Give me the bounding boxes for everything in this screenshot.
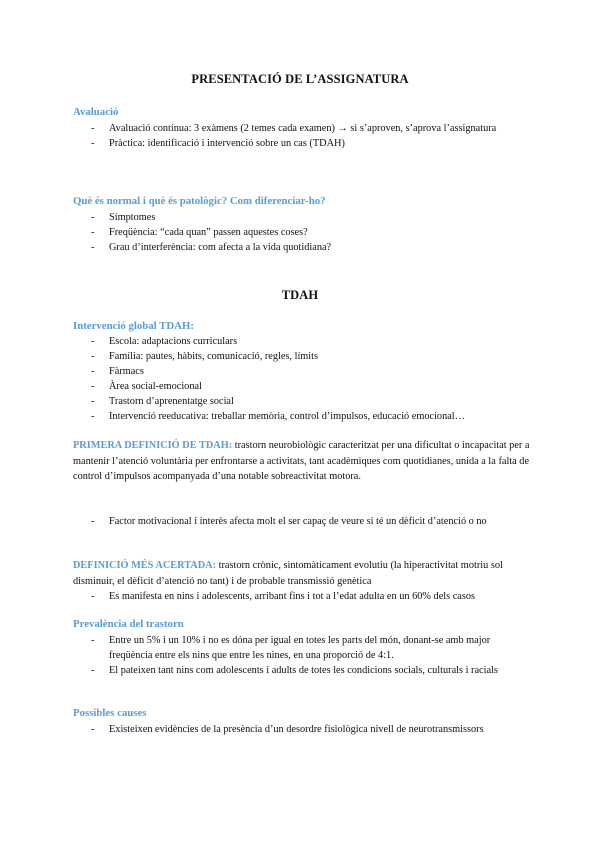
dash-bullet: - [91,351,95,363]
page-title-presentacio: PRESENTACIÓ DE L’ASSIGNATURA [191,72,409,86]
paragraph-primera-definicio [73,438,533,485]
list-item-text: Símptomes [109,212,156,223]
dash-bullet: - [91,336,95,347]
page-title-tdah: TDAH [281,288,319,302]
dash-bullet: - [91,212,95,223]
list-item [73,394,533,409]
list-definicio-acertada [73,589,533,604]
heading-prevalencia: Prevalència del trastorn [73,618,184,630]
list-item [73,379,533,394]
list-item [73,136,533,151]
dash-bullet: - [91,396,95,408]
list-item-text: Entre un 5% i un 10% i no es dóna per igual en totes les parts del món, donant-se amb major freqüència entre els nins que entre les nines, en una proporció de 4:1. [109,635,491,662]
list-item-text: Factor motivacional i interès afecta molt el ser capaç de veure si té un dèficit d’atenció o no [109,516,487,527]
list-item [73,364,533,379]
heading-normal-patologic: Què és normal i què és patològic? Com diferenciar-ho? [73,195,326,207]
list-item-text: Fàrmacs [109,366,144,378]
dash-bullet: - [91,138,95,150]
list-item [73,589,533,604]
list-item [73,334,533,349]
label-definicio-acertada: DEFINICIÓ MÉS ACERTADA: [73,560,217,571]
list-prevalencia [73,633,533,678]
dash-bullet: - [91,635,95,646]
paragraph-definicio-acertada [73,558,533,589]
list-normal-patologic [73,210,533,255]
dash-bullet: - [91,411,95,423]
dash-bullet: - [91,724,95,735]
list-item-text: Es manifesta en nins i adolescents, arribant fins i tot a l’edat adulta en un 60% dels casos [109,591,476,602]
list-avaluacio [73,121,533,151]
dash-bullet: - [91,381,95,393]
list-primera-definicio [73,514,533,530]
list-item [73,225,533,240]
list-item [73,663,533,678]
dash-bullet: - [91,665,95,677]
dash-bullet: - [91,516,95,527]
dash-bullet: - [91,591,95,602]
dash-bullet: - [91,242,95,254]
list-item [73,409,533,424]
list-item-text: Àrea social-emocional [109,381,202,393]
label-primera-definicio: PRIMERA DEFINICIÓ DE TDAH: [73,440,233,451]
list-item-text: Escola: adaptacions curriculars [109,336,238,347]
text-definicio-acertada: trastorn crònic, sintomàticament evolutiu (la hiperactivitat motriu sol disminuir, el dèficit d’atenció no tant) i de probable transmissió genètica [73,560,503,587]
dash-bullet: - [91,366,95,378]
heading-avaluacio: Avaluació [73,106,119,118]
list-item [73,633,533,663]
list-item-text: Avaluació contínua: 3 exàmens (2 temes cada examen) → si s’aproven, s’aprova l’assignatura [109,123,497,134]
dash-bullet: - [91,227,95,239]
list-item-text: Freqüència: “cada quan” passen aquestes coses? [109,227,308,239]
list-item [73,349,533,364]
list-item-text: El pateixen tant nins com adolescents i adults de totes les condicions socials, culturals i racials [109,665,498,677]
list-item [73,722,533,737]
list-item [73,210,533,225]
list-item [73,514,533,530]
heading-possibles-causes: Possibles causes [73,707,147,719]
list-item-text: Intervenció reeducativa: treballar memòria, control d’impulsos, educació emocional… [109,411,465,423]
list-intervencio [73,334,533,425]
list-item [73,240,533,255]
list-item [73,121,533,136]
list-possibles-causes [73,722,533,737]
text-primera-definicio: trastorn neurobiològic caracteritzat per una dificultat o incapacitat per a mantenir l’atenció voluntària per enfrontarse a activitats, tant acadèmiques com quotidianes, unida a la falta de control d’impulsos acompanyada d’una notable sobreactivitat motora. [73,440,530,483]
list-item-text: Pràctica: identificació i intervenció sobre un cas (TDAH) [109,138,345,150]
list-item-text: Grau d’interferència: com afecta a la vida quotidiana? [109,242,332,254]
list-item-text: Trastorn d’aprenentatge social [109,396,234,408]
dash-bullet: - [91,123,95,134]
list-item-text: Família: pautes, hàbits, comunicació, regles, límits [109,351,319,363]
heading-intervencio-global: Intervenció global TDAH: [73,320,194,332]
list-item-text: Existeixen evidències de la presència d’un desordre fisiològica nivell de neurotransmissors [109,724,484,735]
